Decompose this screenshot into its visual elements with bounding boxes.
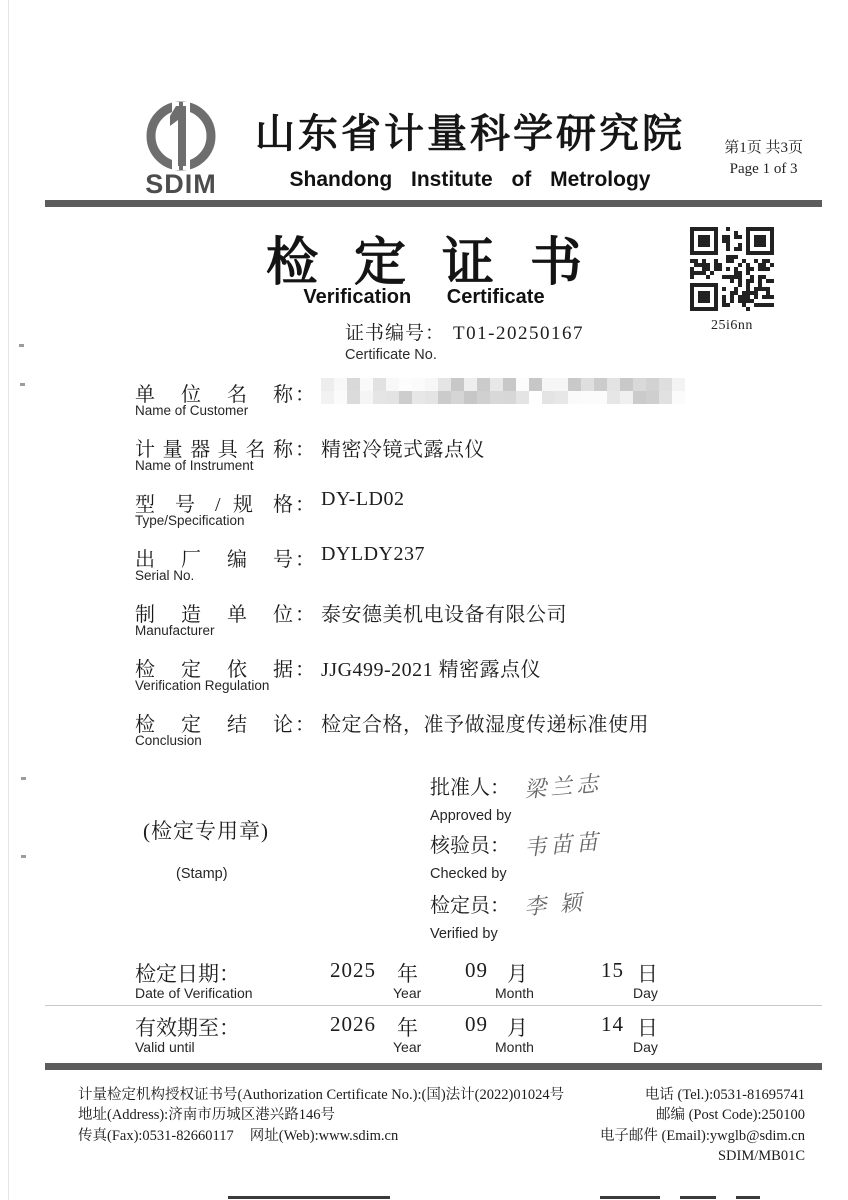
date-day-value: 14 bbox=[601, 1012, 624, 1036]
month-unit-en: Month bbox=[495, 985, 534, 1001]
field-label-cn: 检定依据 bbox=[135, 659, 293, 681]
field-label-cn: 检定结论 bbox=[135, 714, 293, 736]
field-label-en: Serial No. bbox=[135, 568, 195, 583]
field-colon: ： bbox=[295, 549, 315, 571]
page-indicator-cn: 第1页 共3页 bbox=[724, 140, 803, 156]
org-name-cn: 山东省计量科学研究院 bbox=[255, 111, 685, 156]
date-month-value: 09 bbox=[465, 958, 488, 982]
qr-code-icon bbox=[690, 227, 774, 311]
field-label-cn: 型 号 / 规 格 bbox=[135, 494, 293, 516]
field-colon: ： bbox=[295, 714, 315, 736]
header-divider-bar bbox=[45, 200, 822, 207]
field-colon: ： bbox=[295, 494, 315, 516]
date-year-value: 2025 bbox=[330, 958, 376, 982]
date-row-separator bbox=[45, 1005, 822, 1006]
verifier-label-cn: 检定员： bbox=[430, 895, 510, 917]
scan-speck bbox=[21, 777, 26, 780]
page-indicator-en: Page 1 of 3 bbox=[729, 161, 798, 177]
certificate-no-label-en: Certificate No. bbox=[345, 347, 437, 363]
footer-email: 电子邮件 (Email):ywglb@sdim.cn bbox=[599, 1127, 805, 1144]
organization-name bbox=[245, 102, 695, 192]
footer-post-code: 邮编 (Post Code):250100 bbox=[655, 1107, 805, 1124]
field-colon: ： bbox=[295, 659, 315, 681]
year-unit-cn: 年 bbox=[397, 962, 418, 986]
day-unit-cn: 日 bbox=[637, 962, 658, 986]
field-row-serial bbox=[135, 543, 825, 589]
header bbox=[45, 100, 803, 200]
approver-signature: 梁兰志 bbox=[523, 770, 604, 803]
field-value: 精密冷镜式露点仪 bbox=[321, 439, 485, 461]
field-row-conclusion bbox=[135, 708, 825, 754]
footer-web: 网址(Web):www.sdim.cn bbox=[249, 1127, 399, 1144]
field-row-customer bbox=[135, 378, 825, 424]
qr-finder-top-right bbox=[746, 227, 774, 255]
org-name-en: Shandong Institute of Metrology bbox=[289, 168, 651, 191]
verifier-row bbox=[430, 888, 750, 942]
footer-divider-bar bbox=[45, 1063, 822, 1070]
field-label-en: Name of Instrument bbox=[135, 458, 254, 473]
footer-tel: 电话 (Tel.):0531-81695741 bbox=[644, 1087, 805, 1103]
approver-row bbox=[430, 770, 750, 824]
field-label-cn: 单位名称 bbox=[135, 384, 293, 406]
qr-code-block bbox=[690, 227, 774, 334]
field-value: 检定合格，准予做湿度传递标准使用 bbox=[321, 714, 649, 736]
verifier-label-en: Verified by bbox=[430, 926, 498, 942]
verifier-signature: 李 颖 bbox=[523, 889, 587, 920]
scan-speck bbox=[19, 344, 24, 347]
page-indicator bbox=[724, 138, 803, 180]
field-label-cn: 制造单位 bbox=[135, 604, 293, 626]
certificate-number-line bbox=[345, 318, 584, 345]
month-unit-en: Month bbox=[495, 1039, 534, 1055]
field-label-en: Type/Specification bbox=[135, 513, 245, 528]
sdim-logo bbox=[128, 100, 234, 200]
certificate-title-cn: 检定证书 bbox=[265, 235, 618, 292]
checker-label-cn: 核验员： bbox=[430, 835, 510, 857]
field-label-en: Manufacturer bbox=[135, 623, 215, 638]
certificate-title-en: Verification Certificate bbox=[303, 286, 545, 308]
field-label-en: Name of Customer bbox=[135, 403, 249, 418]
scan-bottom-edge bbox=[680, 1196, 716, 1199]
scan-bottom-edge bbox=[228, 1196, 390, 1199]
date-month-value: 09 bbox=[465, 1012, 488, 1036]
year-unit-cn: 年 bbox=[397, 1016, 418, 1040]
approver-label-en: Approved by bbox=[430, 808, 512, 824]
field-label-en: Conclusion bbox=[135, 733, 202, 748]
footer-form-code: SDIM/MB01C bbox=[717, 1147, 805, 1164]
field-row-instrument bbox=[135, 433, 825, 479]
day-unit-cn: 日 bbox=[637, 1016, 658, 1040]
field-row-type bbox=[135, 488, 825, 534]
checker-signature: 韦苗苗 bbox=[523, 828, 604, 861]
footer-line-fax-web bbox=[78, 1126, 805, 1146]
qr-finder-top-left bbox=[690, 227, 718, 255]
footer-line-authorization bbox=[78, 1085, 805, 1105]
footer-fax: 传真(Fax):0531-82660117 bbox=[78, 1127, 234, 1144]
field-value: DYLDY237 bbox=[321, 543, 425, 565]
field-label-cn: 出厂编号 bbox=[135, 549, 293, 571]
field-colon: ： bbox=[295, 439, 315, 461]
date-label-en: Valid until bbox=[135, 1039, 195, 1055]
field-row-manufacturer bbox=[135, 598, 825, 644]
scan-speck bbox=[20, 383, 25, 386]
date-label-cn: 检定日期： bbox=[135, 962, 240, 986]
scan-speck bbox=[21, 855, 26, 858]
authorization-certificate-no: 计量检定机构授权证书号(Authorization Certificate No.):(国)法计(2022)01024号 bbox=[78, 1087, 565, 1103]
certificate-no-value: T01-20250167 bbox=[453, 323, 584, 344]
field-colon: ： bbox=[295, 384, 315, 406]
field-value: DY-LD02 bbox=[321, 488, 405, 510]
field-label-cn: 计量器具名称 bbox=[135, 439, 293, 461]
field-label-en: Verification Regulation bbox=[135, 678, 270, 693]
scan-bottom-edge bbox=[736, 1196, 760, 1199]
field-row-regulation bbox=[135, 653, 825, 699]
footer bbox=[78, 1085, 805, 1166]
scan-edge-line bbox=[8, 0, 9, 1200]
field-value: JJG499-2021 精密露点仪 bbox=[321, 659, 542, 681]
date-year-value: 2026 bbox=[330, 1012, 376, 1036]
year-unit-en: Year bbox=[393, 985, 422, 1001]
date-label-en: Date of Verification bbox=[135, 985, 253, 1001]
stamp-placeholder-en: (Stamp) bbox=[176, 866, 228, 882]
checker-row bbox=[430, 828, 750, 882]
checker-label-en: Checked by bbox=[430, 866, 507, 882]
stamp-placeholder-cn: (检定专用章) bbox=[143, 819, 269, 843]
certificate-no-label-cn: 证书编号： bbox=[345, 323, 446, 344]
date-label-cn: 有效期至： bbox=[135, 1016, 240, 1040]
qr-finder-bottom-left bbox=[690, 283, 718, 311]
footer-address: 地址(Address):济南市历城区港兴路146号 bbox=[78, 1107, 335, 1124]
scan-bottom-edge bbox=[600, 1196, 660, 1199]
month-unit-cn: 月 bbox=[507, 962, 528, 986]
redacted-customer-name bbox=[321, 378, 685, 409]
field-value: 泰安德美机电设备有限公司 bbox=[321, 604, 567, 626]
logo-text: SDIM bbox=[145, 169, 217, 199]
sdim-logo-icon bbox=[142, 100, 220, 172]
qr-caption: 25i6nn bbox=[711, 318, 753, 333]
footer-line-address bbox=[78, 1105, 805, 1125]
day-unit-en: Day bbox=[633, 985, 658, 1001]
day-unit-en: Day bbox=[633, 1039, 658, 1055]
approver-label-cn: 批准人： bbox=[430, 777, 510, 799]
date-day-value: 15 bbox=[601, 958, 624, 982]
year-unit-en: Year bbox=[393, 1039, 422, 1055]
valid-until-row bbox=[135, 1012, 803, 1060]
field-colon: ： bbox=[295, 604, 315, 626]
month-unit-cn: 月 bbox=[507, 1016, 528, 1040]
verification-date-row bbox=[135, 958, 803, 1006]
